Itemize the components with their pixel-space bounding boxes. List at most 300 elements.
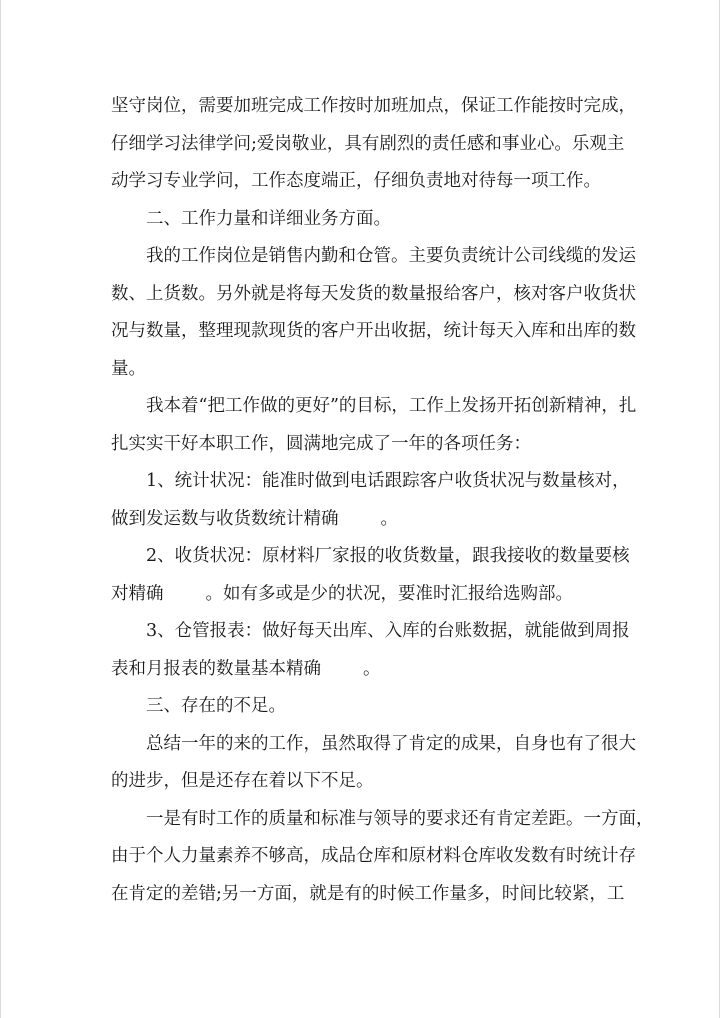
glyph: 司: [531, 246, 549, 266]
glyph: 公: [513, 246, 531, 266]
text-line: [111, 201, 616, 239]
glyph: 还: [461, 808, 479, 829]
glyph: 定: [146, 883, 164, 904]
glyph: 负: [443, 246, 461, 266]
glyph: 户: [437, 471, 455, 491]
glyph: 定: [513, 808, 531, 829]
glyph: 售: [286, 246, 304, 266]
glyph: 有: [344, 883, 362, 904]
glyph: 来: [233, 733, 251, 754]
glyph: 主: [408, 246, 426, 266]
glyph: 的: [303, 321, 321, 341]
glyph: ，: [303, 733, 321, 754]
glyph: 报: [426, 283, 444, 304]
glyph: 管: [192, 621, 210, 641]
glyph: 状: [489, 471, 508, 491]
glyph: “: [198, 396, 208, 416]
glyph: 我: [146, 246, 164, 266]
glyph: 上: [443, 396, 462, 416]
glyph: 班: [391, 96, 409, 116]
glyph: 天: [314, 621, 333, 641]
glyph: 计: [461, 321, 479, 341]
glyph: ”: [329, 396, 339, 416]
glyph: 工: [303, 96, 321, 116]
glyph: 统: [443, 321, 461, 341]
line-text: 的进步，但是还存在着以下不足。: [111, 771, 374, 791]
glyph: 表: [227, 621, 245, 641]
glyph: 的: [361, 883, 380, 904]
glyph: 剧: [379, 133, 397, 154]
glyph: 库: [478, 846, 496, 866]
glyph: 周: [594, 621, 613, 641]
glyph: 感: [466, 133, 485, 154]
glyph: 时: [379, 883, 397, 904]
glyph: 神: [583, 396, 602, 416]
glyph: 质: [268, 808, 286, 829]
glyph: 大: [618, 733, 636, 754]
glyph: 入: [384, 621, 403, 641]
glyph: 数: [472, 621, 490, 641]
glyph: 面: [274, 883, 292, 904]
line-text: 做到发运数与收货数统计精确: [111, 508, 339, 529]
glyph: 作: [513, 96, 531, 116]
glyph: ，: [618, 96, 636, 116]
glyph: 到: [332, 471, 350, 491]
glyph: 库: [349, 621, 368, 641]
glyph: 和: [338, 246, 356, 266]
glyph: 报: [209, 621, 228, 641]
glyph: 个: [146, 846, 164, 866]
glyph: 据: [489, 621, 508, 641]
glyph: 多: [466, 883, 485, 904]
glyph: 料: [297, 546, 315, 566]
glyph: 精: [566, 396, 584, 416]
glyph: 然: [338, 733, 356, 754]
glyph: 材: [426, 846, 444, 866]
blank-gap: [339, 501, 381, 539]
glyph: ，: [589, 883, 607, 904]
text-line: [111, 276, 636, 314]
glyph: 户: [478, 283, 496, 304]
glyph: 踪: [402, 471, 420, 491]
glyph: 款: [251, 321, 269, 341]
text-line: [111, 88, 636, 126]
glyph: 。: [566, 808, 584, 829]
glyph: ;: [251, 133, 257, 154]
glyph: 量: [163, 321, 181, 341]
glyph: 现: [233, 321, 251, 341]
glyph: 数: [146, 321, 164, 341]
glyph: 作: [426, 396, 444, 416]
glyph: 做: [262, 621, 280, 641]
glyph: 有: [361, 133, 380, 154]
glyph: 客: [321, 321, 339, 341]
glyph: ，: [426, 321, 444, 341]
text-line: [111, 463, 630, 501]
glyph: 有: [566, 733, 584, 754]
glyph: 核: [612, 546, 630, 566]
glyph: 收: [454, 471, 473, 491]
glyph: 工: [606, 883, 625, 904]
glyph: 报: [349, 546, 368, 566]
glyph: 开: [356, 321, 374, 341]
glyph: 作: [242, 396, 260, 416]
text-line: [111, 576, 616, 614]
glyph: 需: [198, 96, 216, 116]
glyph: 工: [408, 396, 427, 416]
glyph: 法: [181, 133, 199, 154]
glyph: 岗: [146, 96, 164, 116]
glyph: 话: [367, 471, 385, 491]
glyph: 拓: [513, 396, 532, 416]
line-text: 三、存在的不足。: [146, 696, 286, 716]
glyph: 位: [233, 246, 251, 266]
glyph: 开: [496, 396, 514, 416]
text-line: [111, 426, 616, 464]
glyph: 据: [408, 321, 426, 341]
glyph: 货: [286, 321, 304, 341]
glyph: 点: [426, 96, 444, 116]
glyph: 把: [207, 396, 225, 416]
glyph: 取: [356, 733, 374, 754]
glyph: 作: [286, 733, 304, 754]
glyph: 收: [174, 546, 193, 566]
glyph: ，: [636, 808, 654, 829]
text-line: [111, 651, 616, 689]
glyph: 量: [449, 883, 467, 904]
text-line: [111, 538, 630, 576]
glyph: 事: [501, 133, 520, 154]
glyph: 保: [461, 96, 479, 116]
glyph: 报: [612, 621, 630, 641]
glyph: 统: [583, 846, 601, 866]
glyph: 每: [478, 321, 496, 341]
glyph: 数: [181, 283, 199, 304]
glyph: 的: [277, 396, 295, 416]
glyph: 加: [408, 96, 426, 116]
glyph: 紧: [571, 883, 590, 904]
glyph: 着: [181, 396, 199, 416]
text-line: [111, 838, 636, 876]
glyph: 不: [251, 846, 269, 866]
glyph: 的: [419, 621, 438, 641]
line-text: 扎实实干好本职工作，圆满地完成了一年的各项任务：: [111, 433, 531, 454]
glyph: ，: [612, 471, 630, 491]
text-line: [111, 238, 636, 276]
glyph: 量: [286, 808, 304, 829]
glyph: ，: [443, 96, 461, 116]
glyph: 数: [111, 283, 129, 304]
glyph: 料: [443, 846, 461, 866]
glyph: 货: [472, 471, 490, 491]
text-line: [111, 763, 616, 801]
glyph: 量: [198, 846, 216, 866]
glyph: 定: [426, 733, 444, 754]
glyph: 客: [548, 283, 566, 304]
glyph: 乐: [571, 133, 590, 154]
glyph: 出: [373, 321, 391, 341]
glyph: ，: [326, 133, 345, 154]
blank-gap: [164, 576, 206, 614]
glyph: 了: [391, 733, 409, 754]
glyph: ，: [496, 283, 514, 304]
glyph: ，: [454, 546, 473, 566]
glyph: 和: [548, 321, 566, 341]
glyph: 量: [437, 546, 455, 566]
glyph: 的: [251, 808, 269, 829]
glyph: 我: [489, 546, 508, 566]
glyph: 心: [536, 133, 555, 154]
glyph: 工: [224, 396, 243, 416]
line-text-tail: 。: [363, 658, 381, 679]
glyph: 养: [233, 846, 251, 866]
glyph: 按: [338, 96, 356, 116]
glyph: 导: [391, 808, 409, 829]
glyph: 敬: [291, 133, 310, 154]
glyph: 能: [531, 96, 549, 116]
glyph: ，: [507, 621, 525, 641]
glyph: 时: [566, 96, 584, 116]
glyph: 守: [128, 96, 146, 116]
glyph: 错: [198, 883, 216, 904]
glyph: 学: [146, 133, 164, 154]
glyph: 烈: [396, 133, 415, 154]
glyph: 库: [531, 321, 549, 341]
glyph: 问: [233, 133, 251, 154]
glyph: 、: [128, 283, 146, 304]
glyph: 的: [338, 396, 357, 416]
glyph: 仔: [111, 133, 129, 154]
glyph: 目: [356, 396, 374, 416]
glyph: ，: [601, 396, 619, 416]
line-text: 动学习专业学问，工作态度端正，仔细负责地对待每一项工作。: [111, 171, 601, 191]
glyph: 得: [373, 733, 391, 754]
glyph: 和: [484, 133, 502, 154]
glyph: 习: [163, 133, 181, 154]
glyph: 坚: [111, 96, 129, 116]
glyph: 的: [251, 733, 269, 754]
glyph: 原: [408, 846, 426, 866]
glyph: 更: [294, 396, 313, 416]
glyph: 家: [332, 546, 350, 566]
glyph: 结: [163, 733, 181, 754]
glyph: 发: [338, 283, 356, 304]
glyph: 方: [256, 883, 275, 904]
blank-gap: [321, 651, 363, 689]
glyph: 存: [618, 846, 636, 866]
glyph: 另: [221, 883, 240, 904]
glyph: 数: [419, 546, 438, 566]
glyph: 户: [566, 283, 584, 304]
glyph: 3: [146, 621, 158, 641]
glyph: 天: [496, 321, 514, 341]
glyph: 况: [227, 546, 245, 566]
glyph: 。: [554, 133, 572, 154]
glyph: 工: [181, 246, 199, 266]
glyph: 一: [146, 808, 164, 829]
glyph: 责: [431, 133, 450, 154]
glyph: 1: [146, 471, 158, 491]
glyph: 岗: [274, 133, 292, 154]
glyph: 学: [216, 133, 234, 154]
glyph: 时: [198, 808, 216, 829]
glyph: 工: [496, 96, 514, 116]
glyph: 与: [356, 808, 374, 829]
glyph: 计: [496, 246, 514, 266]
glyph: 间: [519, 883, 537, 904]
glyph: 加: [373, 96, 391, 116]
glyph: 就: [524, 621, 543, 641]
glyph: 了: [583, 733, 601, 754]
glyph: 加: [233, 96, 251, 116]
text-line: [111, 388, 637, 426]
text-line: [111, 613, 630, 651]
glyph: 要: [594, 546, 613, 566]
glyph: 就: [251, 283, 269, 304]
glyph: 时: [566, 846, 584, 866]
line-text-tail: 。如有多或是少的状况，要准时汇报给选购部。: [205, 583, 573, 604]
glyph: 虽: [321, 733, 339, 754]
glyph: 的: [373, 283, 391, 304]
glyph: 核: [577, 471, 595, 491]
glyph: ：: [244, 471, 263, 491]
glyph: 另: [216, 283, 234, 304]
glyph: 总: [146, 733, 164, 754]
glyph: 有: [181, 808, 199, 829]
glyph: 成: [601, 96, 619, 116]
glyph: 和: [391, 846, 409, 866]
glyph: 与: [524, 471, 543, 491]
glyph: 责: [461, 246, 479, 266]
glyph: 要: [216, 96, 234, 116]
glyph: 账: [454, 621, 473, 641]
glyph: 2: [146, 546, 158, 566]
glyph: 好: [279, 621, 298, 641]
glyph: 时: [501, 883, 520, 904]
glyph: 品: [338, 846, 356, 866]
glyph: 库: [373, 846, 391, 866]
glyph: 到: [577, 621, 595, 641]
text-line: [111, 726, 636, 764]
glyph: 创: [531, 396, 549, 416]
glyph: 任: [449, 133, 467, 154]
glyph: 我: [146, 396, 164, 416]
glyph: 数: [391, 283, 409, 304]
glyph: 量: [408, 283, 426, 304]
line-text: 二、工作力量和详细业务方面。: [146, 208, 391, 229]
glyph: 况: [111, 321, 129, 341]
glyph: 的: [163, 883, 181, 904]
glyph: 的: [216, 733, 234, 754]
glyph: 状: [618, 283, 636, 304]
glyph: 量: [577, 546, 595, 566]
glyph: 准: [338, 808, 356, 829]
glyph: 货: [402, 546, 420, 566]
glyph: 每: [297, 621, 315, 641]
glyph: 、: [367, 621, 385, 641]
glyph: 要: [426, 246, 444, 266]
glyph: 数: [559, 546, 578, 566]
glyph: 况: [507, 471, 525, 491]
glyph: 量: [559, 471, 578, 491]
glyph: 领: [373, 808, 391, 829]
glyph: 求: [443, 808, 461, 829]
glyph: 主: [606, 133, 625, 154]
glyph: 运: [618, 246, 636, 266]
glyph: 统: [478, 246, 496, 266]
glyph: 内: [303, 246, 321, 266]
line-text: 表和月报表的数量基本精确: [111, 658, 321, 679]
glyph: 完: [268, 96, 286, 116]
glyph: 好: [312, 396, 330, 416]
glyph: 成: [321, 846, 339, 866]
glyph: 货: [356, 283, 374, 304]
glyph: 收: [391, 321, 409, 341]
glyph: 整: [198, 321, 216, 341]
glyph: 爱: [256, 133, 275, 154]
line-text: 对精确: [111, 583, 164, 604]
glyph: 管: [373, 246, 391, 266]
glyph: 的: [408, 808, 426, 829]
glyph: 做: [314, 471, 333, 491]
glyph: ，: [391, 396, 409, 416]
glyph: 新: [548, 396, 567, 416]
glyph: 入: [513, 321, 531, 341]
glyph: 跟: [384, 471, 403, 491]
glyph: 给: [443, 283, 461, 304]
glyph: 勤: [321, 246, 339, 266]
glyph: 律: [198, 133, 216, 154]
text-line: [111, 688, 616, 726]
glyph: 货: [601, 283, 619, 304]
glyph: 差: [531, 808, 549, 829]
glyph: 作: [431, 883, 450, 904]
glyph: 电: [349, 471, 368, 491]
glyph: 出: [566, 321, 584, 341]
glyph: 是: [163, 808, 181, 829]
glyph: 由: [111, 846, 129, 866]
glyph: 收: [496, 846, 514, 866]
glyph: 时: [356, 96, 374, 116]
glyph: 证: [478, 96, 496, 116]
glyph: 发: [601, 246, 619, 266]
glyph: 现: [268, 321, 286, 341]
glyph: 收: [583, 283, 601, 304]
glyph: 跟: [472, 546, 490, 566]
glyph: 的: [583, 246, 601, 266]
glyph: 也: [548, 733, 566, 754]
glyph: 素: [216, 846, 234, 866]
glyph: 标: [373, 396, 392, 416]
glyph: 货: [192, 546, 210, 566]
glyph: 标: [321, 808, 339, 829]
glyph: 岗: [216, 246, 234, 266]
glyph: 况: [227, 471, 245, 491]
glyph: 自: [513, 733, 531, 754]
glyph: 核: [513, 283, 531, 304]
glyph: 做: [559, 621, 578, 641]
glyph: 工: [216, 808, 234, 829]
glyph: 工: [268, 733, 286, 754]
glyph: 发: [461, 396, 479, 416]
glyph: 能: [262, 471, 280, 491]
glyph: ：: [244, 621, 263, 641]
glyph: 将: [286, 283, 304, 304]
glyph: 业: [519, 133, 537, 154]
glyph: 、: [157, 621, 175, 641]
glyph: ，: [291, 883, 310, 904]
glyph: 成: [461, 733, 479, 754]
